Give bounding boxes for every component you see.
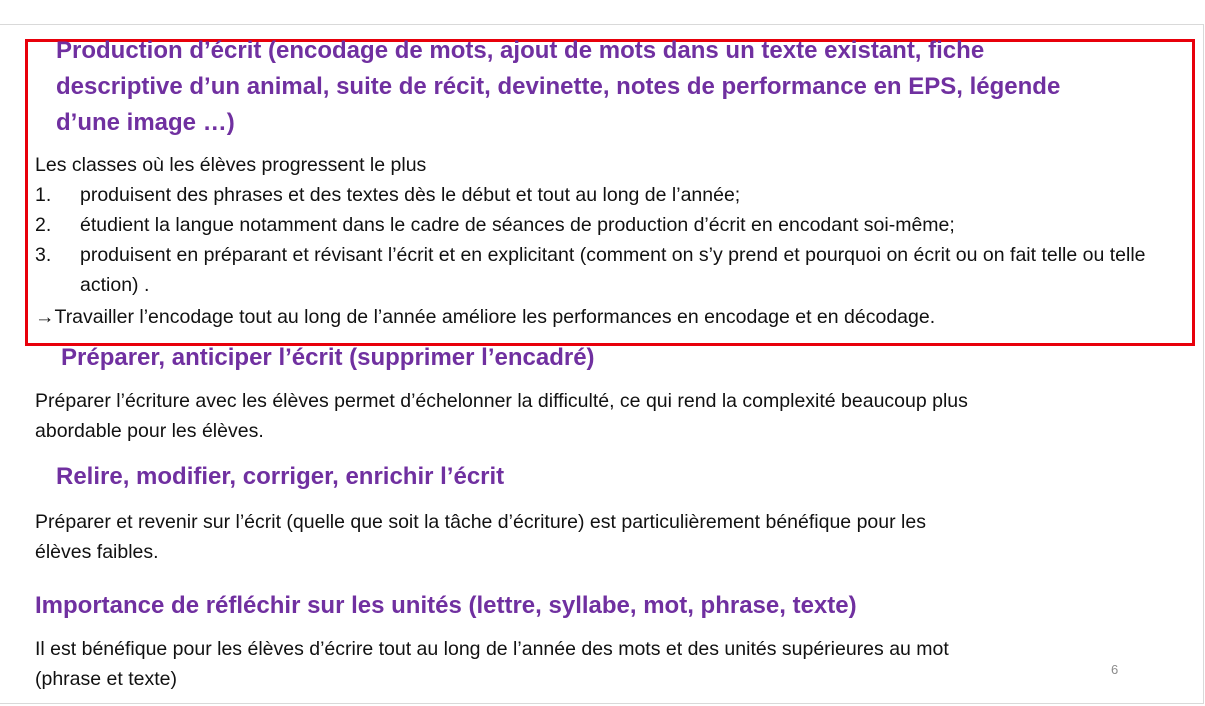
- progress-list: [35, 180, 1195, 300]
- section3-body: [35, 507, 926, 567]
- conclusion-line: [35, 302, 935, 332]
- section3-body-line: élèves faibles.: [35, 541, 159, 563]
- section1-intro: Les classes où les élèves progressent le plus: [35, 154, 427, 176]
- section4-body: [35, 634, 949, 694]
- section2-body-line: abordable pour les élèves.: [35, 420, 264, 442]
- list-item-number: 2.: [35, 214, 52, 236]
- section1-heading-line: descriptive d’un animal, suite de récit, devinette, notes de performance en EPS, légende: [56, 73, 1061, 100]
- arrow-icon: →: [35, 306, 55, 328]
- list-item-text: produisent en préparant et révisant l’écrit et en explicitant (comment on s’y prend et pourquoi on écrit ou on fait telle ou telle action) .: [80, 244, 1146, 296]
- section3-heading: Relire, modifier, corriger, enrichir l’écrit: [56, 463, 505, 490]
- list-item: [35, 180, 1195, 210]
- list-item-text: produisent des phrases et des textes dès le début et tout au long de l’année;: [80, 184, 741, 206]
- conclusion-text: Travailler l’encodage tout au long de l’année améliore les performances en encodage et en décodage.: [54, 306, 936, 328]
- section1-heading-line: Production d’écrit (encodage de mots, ajout de mots dans un texte existant, fiche: [56, 37, 985, 64]
- page-number: 6: [1111, 662, 1119, 677]
- section2-heading: Préparer, anticiper l’écrit (supprimer l’encadré): [61, 344, 595, 371]
- list-item-number: 3.: [35, 244, 52, 266]
- list-item-number: 1.: [35, 184, 52, 206]
- section4-body-line: Il est bénéfique pour les élèves d’écrire tout au long de l’année des mots et des unités supérieures au mot: [35, 638, 949, 660]
- list-item: [35, 210, 1195, 240]
- section3-body-line: Préparer et revenir sur l’écrit (quelle que soit la tâche d’écriture) est particulièrement bénéfique pour les: [35, 511, 926, 533]
- section1-heading: [56, 33, 1060, 141]
- section2-body-line: Préparer l’écriture avec les élèves permet d’échelonner la difficulté, ce qui rend la complexité beaucoup plus: [35, 390, 968, 412]
- section4-body-line: (phrase et texte): [35, 668, 177, 690]
- section4-heading: Importance de réfléchir sur les unités (lettre, syllabe, mot, phrase, texte): [35, 592, 857, 619]
- list-item: [35, 240, 1195, 300]
- section2-body: [35, 386, 968, 446]
- list-item-text: étudient la langue notamment dans le cadre de séances de production d’écrit en encodant soi-même;: [80, 214, 955, 236]
- section1-heading-line: d’une image …): [56, 109, 235, 136]
